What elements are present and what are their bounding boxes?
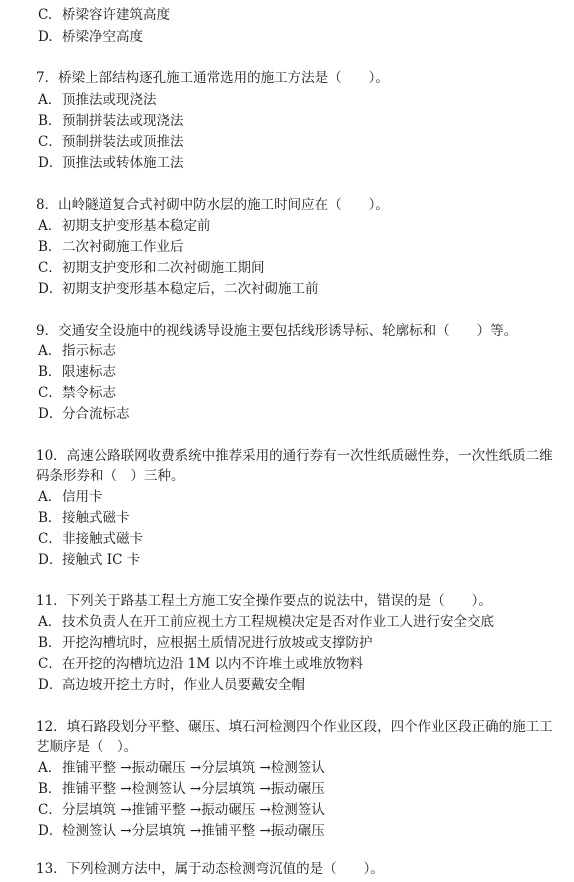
option-c: C．预制拼装法或顶推法 <box>38 134 184 150</box>
question-stem: 8．山岭隧道复合式衬砌中防水层的施工时间应在（ ）。 <box>36 197 389 213</box>
option-a: A．初期支护变形基本稳定前 <box>38 218 211 234</box>
option-c: C．禁令标志 <box>38 385 116 401</box>
question-stem: 10．高速公路联网收费系统中推荐采用的通行券有一次性纸质磁性券，一次性纸质二维 <box>36 448 553 464</box>
option-d: D．分合流标志 <box>38 406 130 422</box>
option-d: D．接触式 IC 卡 <box>38 552 141 568</box>
option-d: D．高边坡开挖土方时，作业人员要戴安全帽 <box>38 677 305 693</box>
option-b: B．推铺平整 →检测签认 →分层填筑 →振动碾压 <box>38 781 325 797</box>
option-a: A．指示标志 <box>38 343 116 359</box>
option-d: D．检测签认 →分层填筑 →推铺平整 →振动碾压 <box>38 823 325 839</box>
option-b: B．限速标志 <box>38 364 116 380</box>
option-c: C．初期支护变形和二次衬砌施工期间 <box>38 260 265 276</box>
option-d: D．顶推法或转体施工法 <box>38 155 184 171</box>
question-stem-continued: 艺顺序是（ ）。 <box>36 739 138 755</box>
question-stem: 12．填石路段划分平整、碾压、填石河检测四个作业区段，四个作业区段正确的施工工 <box>36 719 553 735</box>
option-b: B．预制拼装法或现浇法 <box>38 113 184 129</box>
option-a: A．技术负责人在开工前应视土方工程规模决定是否对作业工人进行安全交底 <box>38 614 494 630</box>
option-b: B．二次衬砌施工作业后 <box>38 239 184 255</box>
option-a: A．顶推法或现浇法 <box>38 92 157 108</box>
option-c: C. 桥梁容许建筑高度 <box>38 7 170 23</box>
option-a: A．推铺平整 →振动碾压 →分层填筑 →检测签认 <box>38 760 325 776</box>
option-b: B．接触式磁卡 <box>38 510 130 526</box>
option-c: C．在开挖的沟槽坑边沿 1M 以内不许堆土或堆放物料 <box>38 656 363 672</box>
question-stem: 9．交通安全设施中的视线诱导设施主要包括线形诱导标、轮廓标和（ ）等。 <box>36 323 518 339</box>
question-stem: 7．桥梁上部结构逐孔施工通常选用的施工方法是（ ）。 <box>36 70 389 86</box>
option-c: C．分层填筑 →推铺平整 →振动碾压 →检测签认 <box>38 802 325 818</box>
question-stem: 13．下列检测方法中，属于动态检测弯沉值的是（ ）。 <box>36 861 384 877</box>
question-stem-continued: 码条形券和（ ）三种。 <box>36 468 185 484</box>
option-c: C．非接触式磁卡 <box>38 531 143 547</box>
question-stem: 11．下列关于路基工程土方施工安全操作要点的说法中，错误的是（ ）。 <box>36 593 492 609</box>
option-d: D. 桥梁净空高度 <box>38 29 143 45</box>
option-a: A．信用卡 <box>38 489 103 505</box>
option-b: B．开挖沟槽坑时，应根据土质情况进行放坡或支撑防护 <box>38 635 373 651</box>
option-d: D．初期支护变形基本稳定后，二次衬砌施工前 <box>38 281 319 297</box>
